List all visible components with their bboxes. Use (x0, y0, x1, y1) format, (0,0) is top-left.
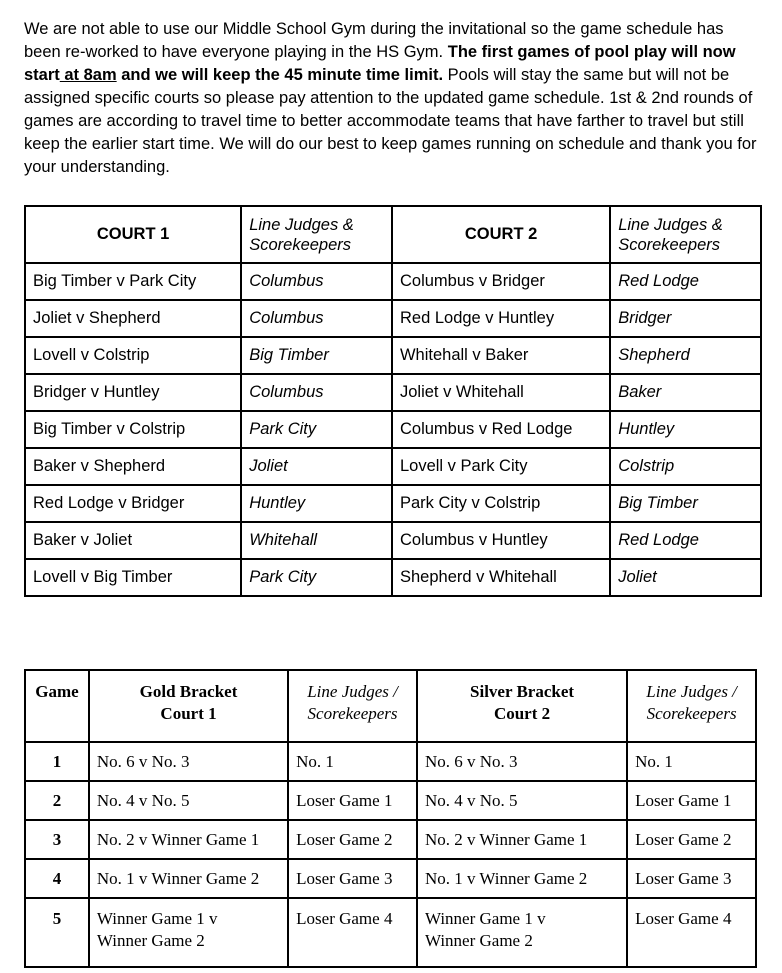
table-row (25, 448, 761, 485)
bracket-table (24, 669, 757, 968)
table-row (25, 559, 761, 596)
court-2-line-judges: Huntley (610, 411, 761, 448)
table-row (25, 485, 761, 522)
silver-matchup: No. 6 v No. 3 (417, 742, 627, 781)
intro-text-1: We are not able to use our Middle School Gym during the invitational so the game schedule has been re-worked to have everyone playing in the HS Gym. (24, 20, 724, 61)
table-row (25, 781, 756, 820)
table-row (25, 522, 761, 559)
table-row (25, 300, 761, 337)
court-2-line-judges: Bridger (610, 300, 761, 337)
silver-matchup: No. 2 v Winner Game 1 (417, 820, 627, 859)
court-2-matchup: Shepherd v Whitehall (392, 559, 610, 596)
silver-bracket-header: Silver Bracket Court 2 (417, 670, 627, 742)
game-number: 1 (25, 742, 89, 781)
game-number: 5 (25, 898, 89, 967)
gold-line-judges: Loser Game 2 (288, 820, 417, 859)
court-2-matchup: Columbus v Red Lodge (392, 411, 610, 448)
court-2-matchup: Whitehall v Baker (392, 337, 610, 374)
court-2-matchup: Red Lodge v Huntley (392, 300, 610, 337)
court-1-line-judges: Huntley (241, 485, 392, 522)
intro-text-2: Pools will stay the same but will not be assigned specific courts so please pay attention to the updated game schedule. 1st & 2nd rounds of games are according to travel time to better accommodate teams that have farther to travel but still keep the earlier start time. We will do our best to keep games running on schedule and thank you for your understanding. (24, 66, 757, 176)
gold-bracket-header: Gold Bracket Court 1 (89, 670, 288, 742)
gold-matchup: Winner Game 1 v Winner Game 2 (89, 898, 288, 967)
court-1-matchup: Baker v Shepherd (25, 448, 241, 485)
silver-matchup: No. 4 v No. 5 (417, 781, 627, 820)
gold-line-judges: Loser Game 4 (288, 898, 417, 967)
court-2-matchup: Joliet v Whitehall (392, 374, 610, 411)
court-2-matchup: Columbus v Huntley (392, 522, 610, 559)
table-row (25, 742, 756, 781)
silver-line-judges: Loser Game 1 (627, 781, 756, 820)
court-1-line-judges: Park City (241, 411, 392, 448)
court-2-line-judges: Red Lodge (610, 263, 761, 300)
court-1-line-judges: Columbus (241, 374, 392, 411)
table-row (25, 898, 756, 967)
court-1-matchup: Baker v Joliet (25, 522, 241, 559)
court-1-line-judges: Joliet (241, 448, 392, 485)
gold-line-judges: No. 1 (288, 742, 417, 781)
table-row (25, 859, 756, 898)
bracket-header-row (25, 670, 756, 742)
pool-header-row (25, 206, 761, 263)
court-2-header: COURT 2 (392, 206, 610, 263)
court-1-line-judges: Whitehall (241, 522, 392, 559)
court-1-matchup: Joliet v Shepherd (25, 300, 241, 337)
silver-line-judges: Loser Game 4 (627, 898, 756, 967)
court-1-matchup: Lovell v Big Timber (25, 559, 241, 596)
game-number: 2 (25, 781, 89, 820)
court-2-line-judges: Colstrip (610, 448, 761, 485)
line-judges-header-gold: Line Judges / Scorekeepers (288, 670, 417, 742)
silver-matchup: No. 1 v Winner Game 2 (417, 859, 627, 898)
court-1-matchup: Red Lodge v Bridger (25, 485, 241, 522)
court-2-line-judges: Shepherd (610, 337, 761, 374)
table-row (25, 411, 761, 448)
court-2-line-judges: Baker (610, 374, 761, 411)
court-1-matchup: Big Timber v Colstrip (25, 411, 241, 448)
court-2-matchup: Park City v Colstrip (392, 485, 610, 522)
table-row (25, 820, 756, 859)
gold-line-judges: Loser Game 3 (288, 859, 417, 898)
intro-bold-1: The first games of pool play will now start (24, 43, 736, 84)
silver-line-judges: No. 1 (627, 742, 756, 781)
court-2-line-judges: Red Lodge (610, 522, 761, 559)
court-1-header: COURT 1 (25, 206, 241, 263)
gold-matchup: No. 2 v Winner Game 1 (89, 820, 288, 859)
gold-matchup: No. 4 v No. 5 (89, 781, 288, 820)
game-number: 3 (25, 820, 89, 859)
court-1-line-judges: Big Timber (241, 337, 392, 374)
game-header: Game (25, 670, 89, 742)
line-judges-header-1: Line Judges & Scorekeepers (241, 206, 392, 263)
table-row (25, 337, 761, 374)
court-1-matchup: Bridger v Huntley (25, 374, 241, 411)
line-judges-header-silver: Line Judges / Scorekeepers (627, 670, 756, 742)
table-row (25, 263, 761, 300)
game-number: 4 (25, 859, 89, 898)
silver-line-judges: Loser Game 2 (627, 820, 756, 859)
gold-line-judges: Loser Game 1 (288, 781, 417, 820)
court-2-matchup: Lovell v Park City (392, 448, 610, 485)
gold-matchup: No. 1 v Winner Game 2 (89, 859, 288, 898)
court-1-matchup: Lovell v Colstrip (25, 337, 241, 374)
intro-start-time: at 8am (59, 66, 117, 84)
court-1-line-judges: Park City (241, 559, 392, 596)
table-row (25, 374, 761, 411)
intro-paragraph (24, 18, 764, 179)
court-1-line-judges: Columbus (241, 263, 392, 300)
pool-play-table (24, 205, 762, 597)
intro-bold-2: and we will keep the 45 minute time limit. (116, 66, 444, 84)
line-judges-header-2: Line Judges & Scorekeepers (610, 206, 761, 263)
court-2-line-judges: Big Timber (610, 485, 761, 522)
court-1-matchup: Big Timber v Park City (25, 263, 241, 300)
court-1-line-judges: Columbus (241, 300, 392, 337)
gold-matchup: No. 6 v No. 3 (89, 742, 288, 781)
court-2-matchup: Columbus v Bridger (392, 263, 610, 300)
court-2-line-judges: Joliet (610, 559, 761, 596)
silver-matchup: Winner Game 1 v Winner Game 2 (417, 898, 627, 967)
silver-line-judges: Loser Game 3 (627, 859, 756, 898)
